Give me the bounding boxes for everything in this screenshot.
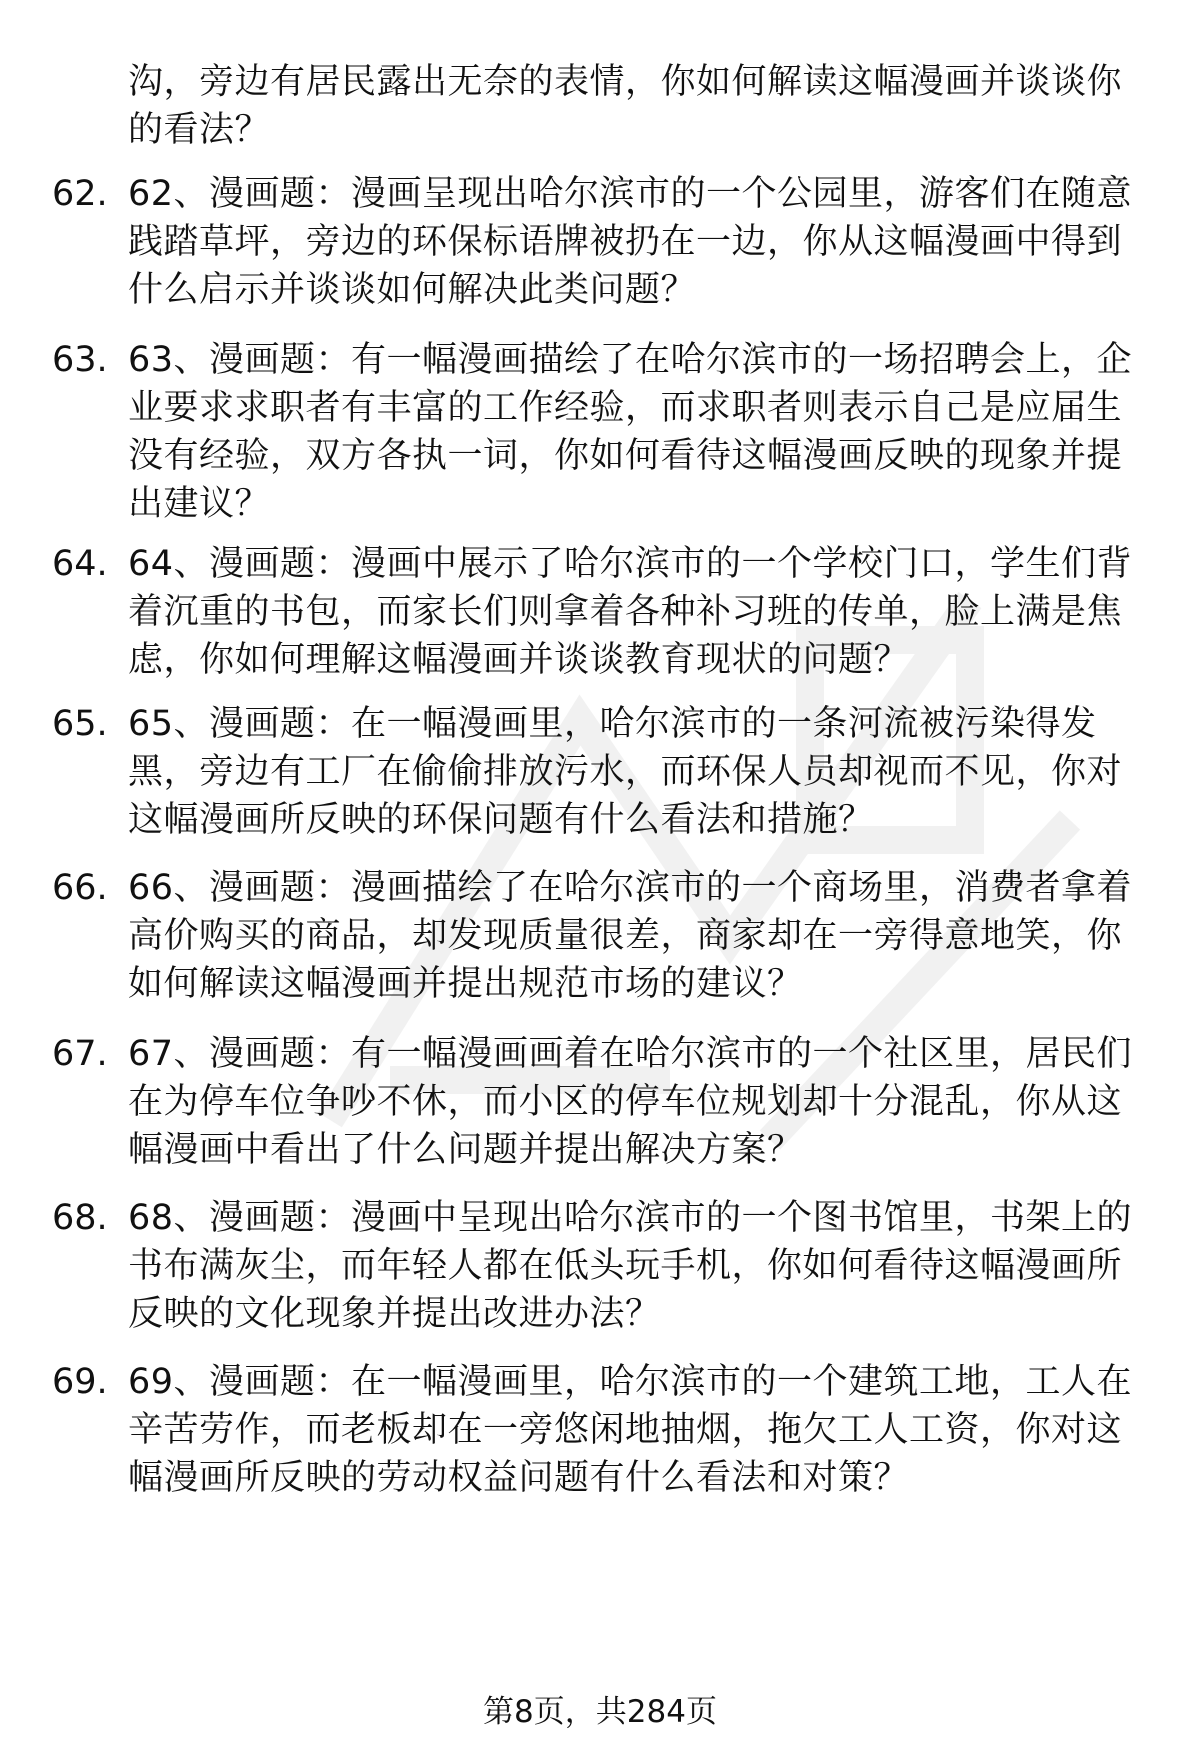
question-text: 64、漫画题：漫画中展示了哈尔滨市的一个学校门口，学生们背着沉重的书包，而家长们则拿着各种补习班的传单，脸上满是焦虑，你如何理解这幅漫画并谈谈教育现状的问题？ <box>128 544 1133 680</box>
question-text: 62、漫画题：漫画呈现出哈尔滨市的一个公园里，游客们在随意践踏草坪，旁边的环保标语牌被扔在一边，你从这幅漫画中得到什么启示并谈谈如何解决此类问题？ <box>128 174 1133 310</box>
continued-question-text: 沟，旁边有居民露出无奈的表情，你如何解读这幅漫画并谈谈你的看法？ <box>128 62 1123 150</box>
question-number: 68. <box>52 1198 108 1238</box>
question-number: 65. <box>52 704 108 744</box>
question-text: 68、漫画题：漫画中呈现出哈尔滨市的一个图书馆里，书架上的书布满灰尘，而年轻人都在低头玩手机，你如何看待这幅漫画所反映的文化现象并提出改进办法？ <box>128 1198 1133 1334</box>
question-number: 64. <box>52 544 108 584</box>
question-number: 63. <box>52 340 108 380</box>
question-number: 62. <box>52 174 108 214</box>
question-text: 65、漫画题：在一幅漫画里，哈尔滨市的一条河流被污染得发黑，旁边有工厂在偷偷排放污水，而环保人员却视而不见，你对这幅漫画所反映的环保问题有什么看法和措施？ <box>128 704 1123 840</box>
question-number: 66. <box>52 868 108 908</box>
question-number: 67. <box>52 1034 108 1074</box>
page-footer: 第8页，共284页 <box>483 1694 717 1730</box>
question-text: 69、漫画题：在一幅漫画里，哈尔滨市的一个建筑工地，工人在辛苦劳作，而老板却在一旁悠闲地抽烟，拖欠工人工资，你对这幅漫画所反映的劳动权益问题有什么看法和对策？ <box>128 1362 1133 1498</box>
question-text: 67、漫画题：有一幅漫画画着在哈尔滨市的一个社区里，居民们在为停车位争吵不休，而小区的停车位规划却十分混乱，你从这幅漫画中看出了什么问题并提出解决方案？ <box>128 1034 1133 1170</box>
question-text: 66、漫画题：漫画描绘了在哈尔滨市的一个商场里，消费者拿着高价购买的商品，却发现质量很差，商家却在一旁得意地笑，你如何解读这幅漫画并提出规范市场的建议？ <box>128 868 1133 1004</box>
question-text: 63、漫画题：有一幅漫画描绘了在哈尔滨市的一场招聘会上，企业要求求职者有丰富的工作经验，而求职者则表示自己是应届生没有经验，双方各执一词，你如何看待这幅漫画反映的现象并提出建议？ <box>128 340 1133 524</box>
question-number: 69. <box>52 1362 108 1402</box>
